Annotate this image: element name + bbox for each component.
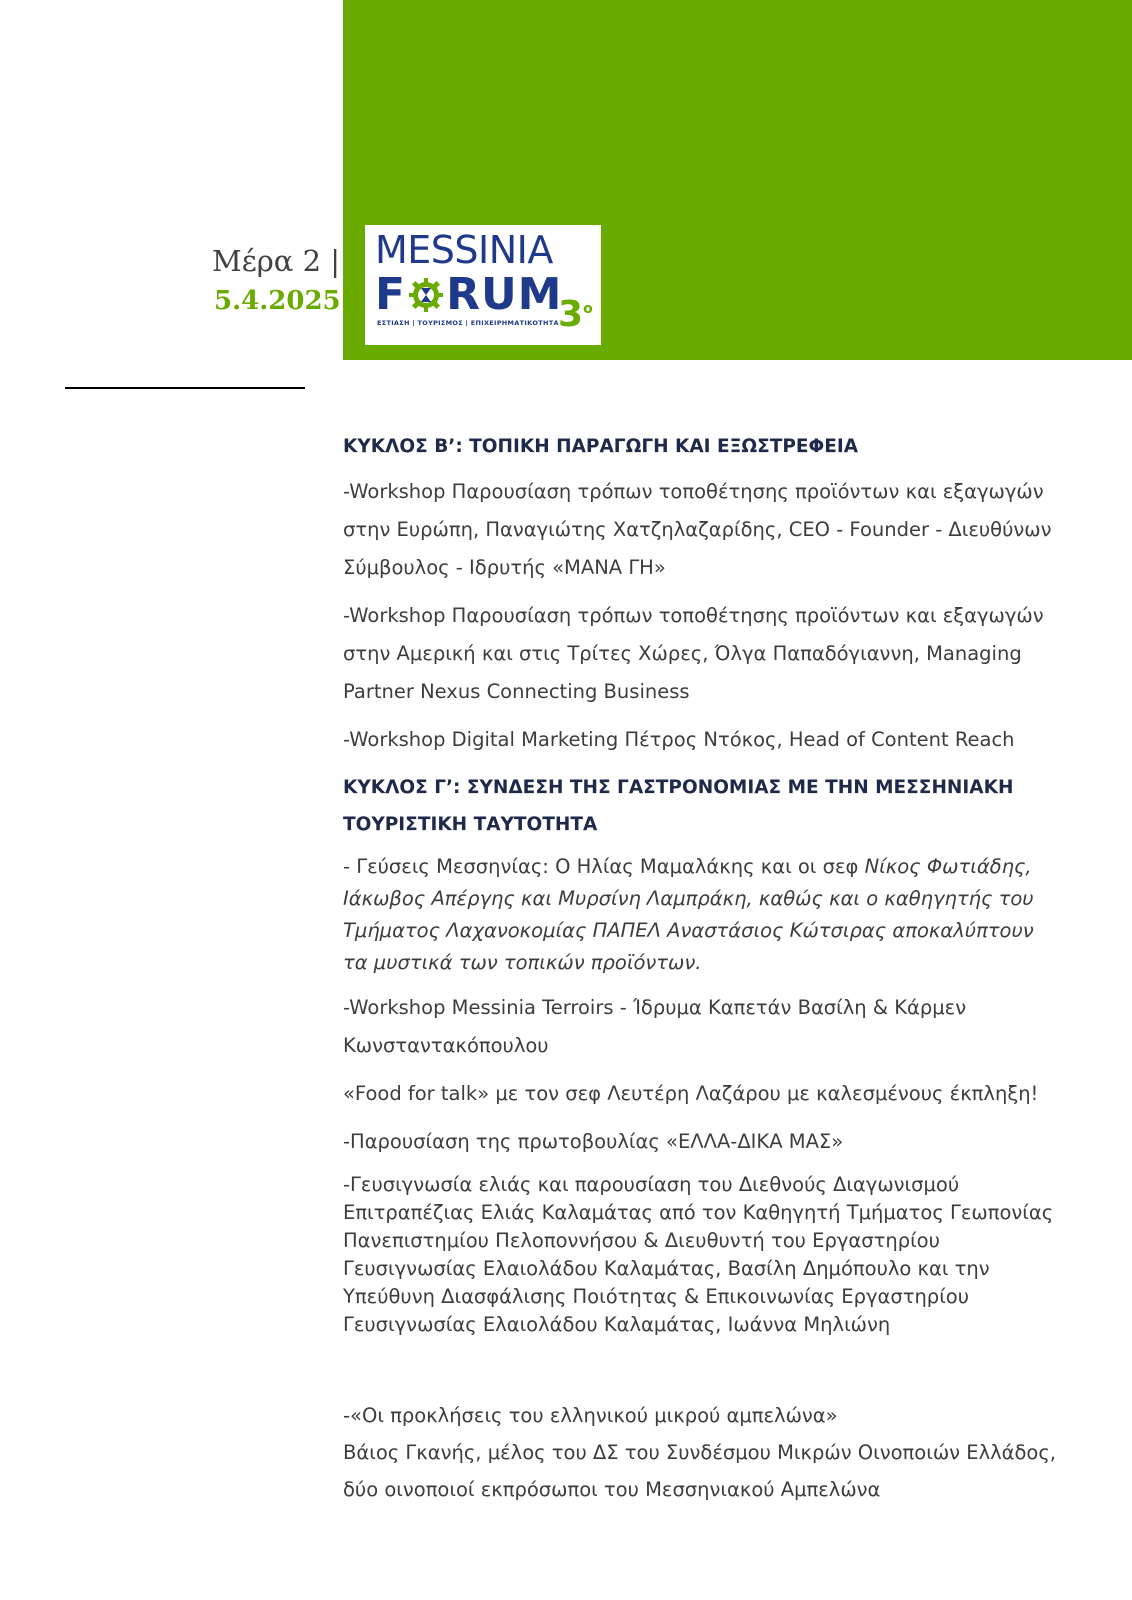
logo-edition-badge: $3^o$ <box>558 294 593 335</box>
section-c-item: «Food for talk» με τον σεφ Λευτέρη Λαζάρου με καλεσμένους έκπληξη! <box>343 1082 1039 1105</box>
section-b-heading: ΚΥΚΛΟΣ Β’: ΤΟΠΙΚΗ ΠΑΡΑΓΩΓΗ ΚΑΙ ΕΞΩΣΤΡΕΦΕΙΑ <box>343 436 859 457</box>
section-c-item-lead: - Γεύσεις Μεσσηνίας: Ο Ηλίας Μαμαλάκης και οι σεφ <box>343 855 865 878</box>
section-b-item: -Workshop Digital Marketing Πέτρος Ντόκος, Head of Content Reach <box>343 728 1015 751</box>
section-b-item: -Workshop Παρουσίαση τρόπων τοποθέτησης προϊόντων και εξαγωγών στην Ευρώπη, Παναγιώτης Χατζηλαζαρίδης, CEO - Founder - Διευθύνων Σύμβουλος - Ιδρυτής «ΜΑΝΑ ΓΗ» <box>343 480 1052 579</box>
section-b-item: -Workshop Παρουσίαση τρόπων τοποθέτησης προϊόντων και εξαγωγών στην Αμερική και στις Τρίτες Χώρες, Όλγα Παπαδόγιαννη, Managing Partner Nexus Connecting Business <box>343 604 1044 703</box>
program-content <box>343 428 1063 1508</box>
section-c-item: -Γευσιγνωσία ελιάς και παρουσίαση του Διεθνούς Διαγωνισμού Επιτραπέζιας Ελιάς Καλαμάτας από τον Καθηγητή Τμήματος Γεωπονίας Πανεπιστημίου Πελοποννήσου & Διευθυντή του Εργαστηρίου Γευσιγνωσίας Ελαιολάδου Καλαμάτας, Βασίλη Δημόπουλο και την Υπεύθυνη Διασφάλισης Ποιότητας & Επικοινωνίας Εργαστηρίου Γευσιγνωσίας Ελαιολάδου Καλαμάτας, Ιωάννα Μηλιώνη <box>343 1173 1054 1336</box>
date-label: 5.4.2025 <box>214 286 341 316</box>
logo-forum-f: F <box>375 269 407 320</box>
section-c-item: -Workshop Messinia Terroirs - Ίδρυμα Καπετάν Βασίλη & Κάρμεν Κωνσταντακόπουλου <box>343 996 967 1057</box>
gear-hourglass-icon <box>408 277 444 313</box>
section-c-item-body: Βάιος Γκανής, μέλος του ΔΣ του Συνδέσμου Μικρών Οινοποιών Ελλάδος, δύο οινοποιοί εκπρόσωποι του Μεσσηνιακού Αμπελώνα <box>343 1441 1057 1501</box>
section-c-item <box>343 851 1063 979</box>
logo-forum-rum: RUM <box>446 269 563 320</box>
header-divider <box>65 387 305 389</box>
section-c-item-italic: Νίκος Φωτιάδης, Ιάκωβος Απέργης και Μυρσίνη Λαμπράκη, καθώς και ο καθηγητής του Τμήματος Λαχανοκομίας ΠΑΠΕΛ Αναστάσιος Κώτσιρας αποκαλύπτουν τα μυστικά των τοπικών προϊόντων. <box>343 855 1034 974</box>
logo-forum-line <box>375 269 563 320</box>
messinia-forum-logo <box>365 225 601 345</box>
spacer <box>343 1353 1063 1397</box>
section-c-heading: ΚΥΚΛΟΣ Γ’: ΣΥΝΔΕΣΗ ΤΗΣ ΓΑΣΤΡΟΝΟΜΙΑΣ ΜΕ ΤΗΝ ΜΕΣΣΗΝΙΑΚΗ ΤΟΥΡΙΣΤΙΚΗ ΤΑΥΤΟΤΗΤΑ <box>343 777 1014 835</box>
logo-tagline: ΕΣΤΙΑΣΗ | ΤΟΥΡΙΣΜΟΣ | ΕΠΙΧΕΙΡΗΜΑΤΙΚΟΤΗΤΑ <box>377 319 559 327</box>
logo-title-line: MESSINIA <box>375 228 553 272</box>
section-c-item-title: -«Οι προκλήσεις του ελληνικού μικρού αμπελώνα» <box>343 1404 838 1427</box>
section-c-item: -Παρουσίαση της πρωτοβουλίας «ΕΛΛΑ-ΔΙΚΑ ΜΑΣ» <box>343 1130 844 1153</box>
day-label: Μέρα 2 | <box>212 244 341 278</box>
